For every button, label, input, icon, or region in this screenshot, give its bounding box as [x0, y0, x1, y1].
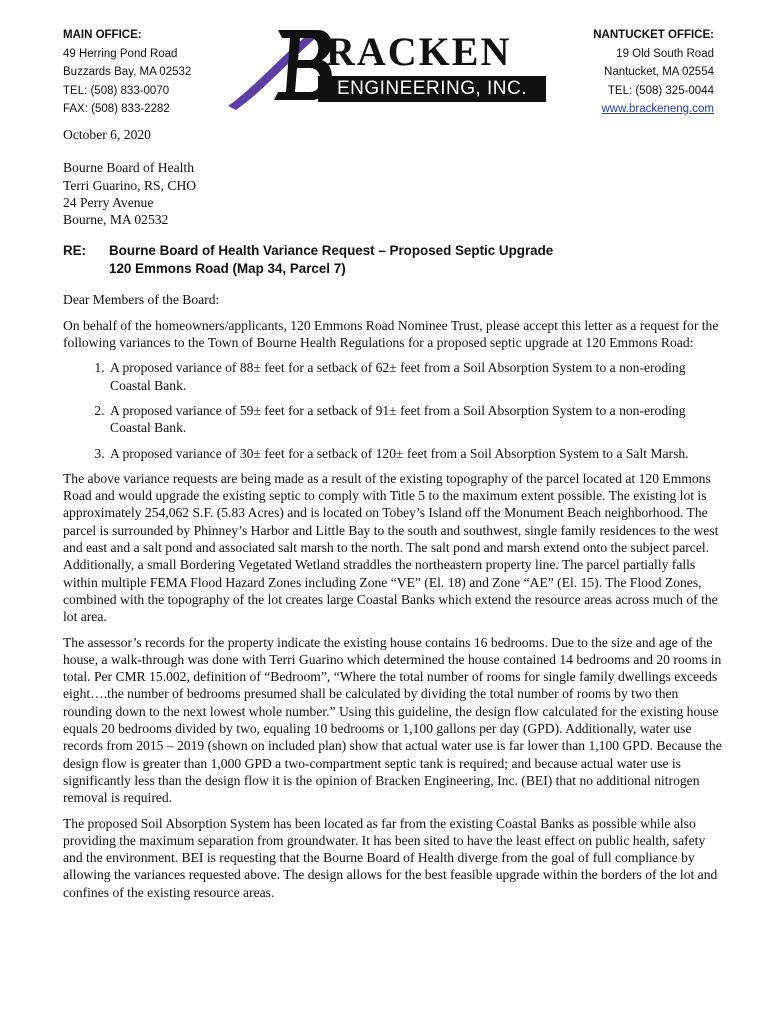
body-paragraph: The assessor’s records for the property indicate the existing house contains 16 bedrooms. Due to the size and age of the house, a walk-through was done with Terri Guarino which determined the house contained 14 bedrooms and 20 rooms in total. Per CMR 15.002, definition of “Bedroom”, “Where the total number of rooms for single family dwellings exceeds eight….the number of bedrooms presumed shall be calculated by dividing the total number of rooms by two then rounding down to the next lowest whole number.” Using this guideline, the design flow calculated for the existing house equals 20 bedrooms divided by two, equaling 10 bedrooms or 1,100 gallons per day (GPD). Additionally, water use records from 2015 – 2019 (shown on included plan) show that actual water use is far lower than 1,100 GPD. Because the design flow is greater than 1,000 GPD a two-compartment septic tank is required; and because actual water use is significantly less than the design flow it is the opinion of Bracken Engineering, Inc. (BEI) that no additional nitrogen removal is required.: [63, 634, 722, 806]
subject-line-2: 120 Emmons Road (Map 34, Parcel 7): [109, 260, 346, 276]
variance-item: 2. A proposed variance of 59± feet for a setback of 91± feet from a Soil Absorption System to a non-eroding Coastal Bank.: [108, 402, 723, 437]
main-office-block: [63, 26, 191, 119]
letter-body: [63, 126, 723, 909]
main-office-street: 49 Herring Pond Road: [63, 47, 178, 60]
nantucket-office-tel: TEL: (508) 325-0044: [607, 84, 714, 97]
body-paragraph: The proposed Soil Absorption System has been located as far from the existing Coastal Banks as possible while also providing the maximum separation from groundwater. It has been sited to have the least effect on public health, safety and the environment. BEI is requesting that the Bourne Board of Health diverge from the goal of full compliance by allowing the variances requested above. The design allows for the best feasible upgrade within the borders of the lot and confines of the existing resource areas.: [63, 815, 718, 900]
recipient-line: Bourne, MA 02532: [63, 212, 169, 228]
body-paragraph: The above variance requests are being made as a result of the existing topography of the parcel located at 120 Emmons Road and would upgrade the existing septic to comply with Title 5 to the maximum extent possible. The existing lot is approximately 254,062 S.F. (5.83 Acres) and is located on Tobey’s Island off the Monument Beach neighborhood. The parcel is surrounded by Phinney’s Harbor and Little Bay to the south and southwest, single family residences to the west and east and a salt pond and associated salt marsh to the north. The salt pond and marsh extend onto the subject parcel. Additionally, a small Bordering Vegetated Wetland straddles the northeastern property line. The parcel partially falls within multiple FEMA Flood Hazard Zones including Zone “VE” (El. 18) and Zone “AE” (El. 15). The Flood Zones, combined with the topography of the lot creates large Coastal Banks which extend the resource areas across much of the lot area.: [63, 470, 719, 625]
main-office-heading: MAIN OFFICE:: [63, 29, 142, 41]
nantucket-office-block: [593, 26, 714, 119]
variance-item: 1. A proposed variance of 88± feet for a setback of 62± feet from a Soil Absorption System to a non-eroding Coastal Bank.: [108, 359, 723, 394]
logo-wordmark: RACKEN: [326, 29, 512, 74]
recipient-line: Bourne Board of Health: [63, 160, 194, 176]
main-office-city: Buzzards Bay, MA 02532: [63, 66, 192, 78]
subject-line-1: Bourne Board of Health Variance Request – Proposed Septic Upgrade: [109, 243, 554, 259]
nantucket-office-heading: NANTUCKET OFFICE:: [593, 29, 714, 41]
subject-text: [109, 242, 553, 277]
variance-list: [63, 359, 723, 461]
bracken-logo: [226, 26, 546, 112]
subject-line: [63, 242, 723, 277]
subject-label: RE:: [63, 243, 87, 259]
nantucket-office-street: 19 Old South Road: [616, 47, 714, 60]
main-office-tel: TEL: (508) 833-0070: [63, 84, 170, 97]
recipient-line: 24 Perry Avenue: [63, 194, 154, 210]
logo-tagline-bar: ENGINEERING, INC.: [318, 76, 546, 102]
letter-date: October 6, 2020: [63, 127, 151, 142]
recipient-address: [63, 159, 723, 228]
main-office-fax: FAX: (508) 833-2282: [63, 103, 170, 115]
variance-item: 3. A proposed variance of 30± feet for a setback of 120± feet from a Soil Absorption System to a Salt Marsh.: [108, 445, 723, 462]
intro-paragraph: On behalf of the homeowners/applicants, 120 Emmons Road Nominee Trust, please accept this letter as a request for the following variances to the Town of Bourne Health Regulations for a proposed septic upgrade at 120 Emmons Road:: [63, 317, 719, 351]
website-link[interactable]: www.brackeneng.com: [601, 103, 714, 115]
salutation: Dear Members of the Board:: [63, 292, 220, 308]
nantucket-office-city: Nantucket, MA 02554: [604, 66, 714, 78]
recipient-line: Terri Guarino, RS, CHO: [63, 177, 197, 193]
